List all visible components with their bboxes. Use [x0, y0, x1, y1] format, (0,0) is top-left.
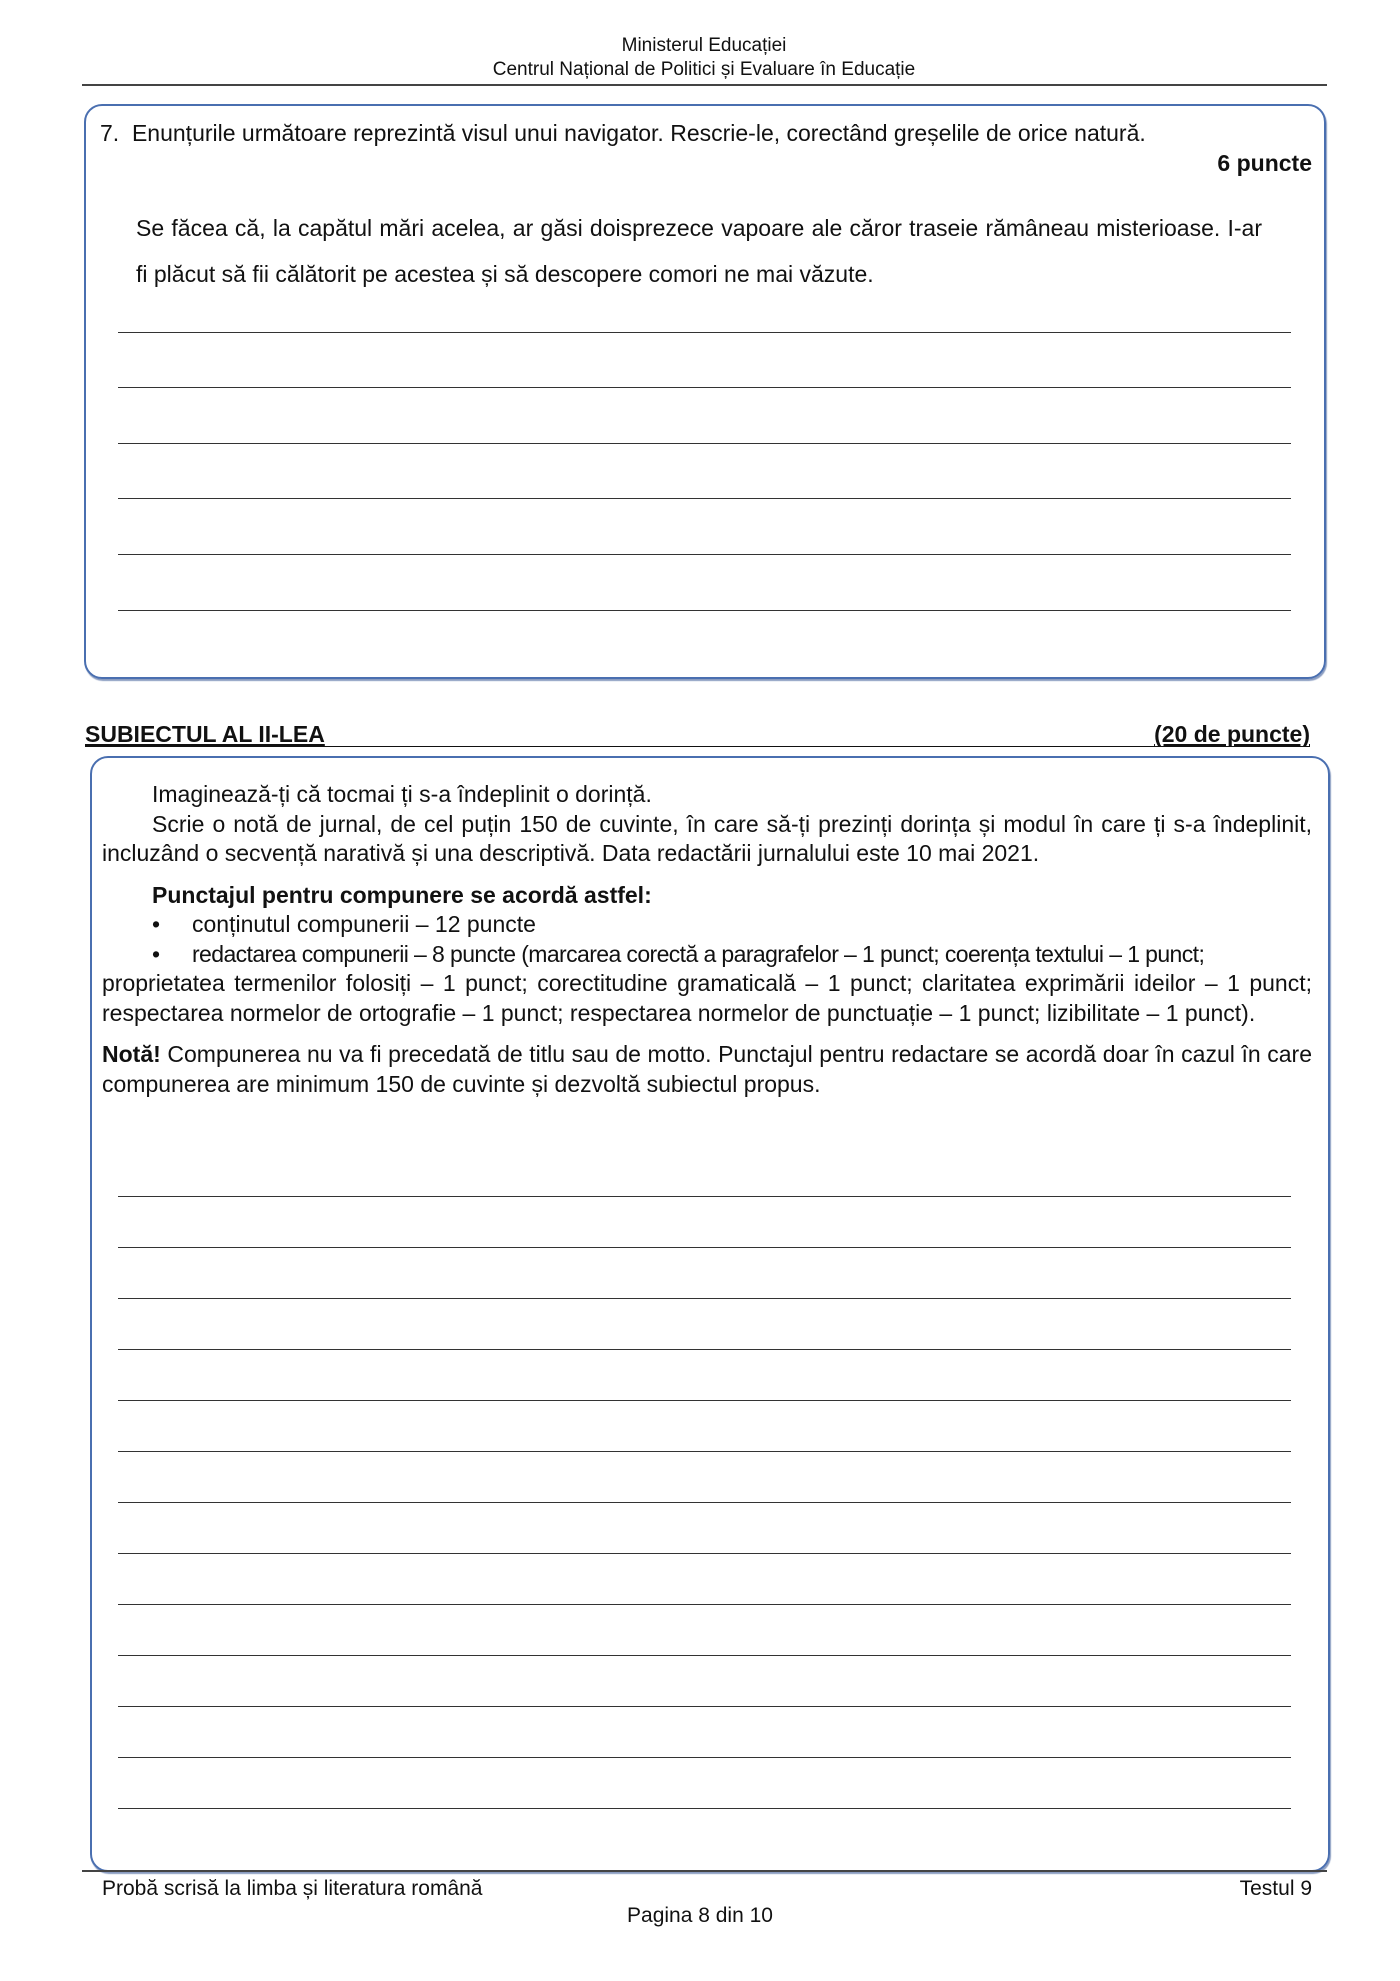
answer-line[interactable] — [118, 610, 1291, 611]
answer-line[interactable] — [118, 1502, 1291, 1503]
scoring-item — [102, 910, 1312, 940]
bullet-icon: • — [152, 911, 161, 937]
answer-line[interactable] — [118, 1553, 1291, 1554]
subject2-title: SUBIECTUL AL II-LEA — [85, 721, 325, 747]
subject2-intro: Imaginează-ți că tocmai ți s-a îndeplinit o dorință. — [152, 781, 652, 807]
answer-line[interactable] — [118, 1298, 1291, 1299]
header-divider — [82, 84, 1327, 86]
footer-page-number: Pagina 8 din 10 — [627, 1904, 773, 1927]
footer-test-number: Testul 9 — [1239, 1877, 1312, 1900]
answer-line[interactable] — [118, 443, 1291, 444]
subject2-points: (20 de puncte) — [1154, 721, 1310, 747]
answer-line[interactable] — [118, 1706, 1291, 1707]
question7-number: 7. — [100, 120, 120, 146]
question7-prompt-text: Enunțurile următoare reprezintă visul unui navigator. Rescrie-le, corectând greșelile de orice natură. — [131, 120, 1146, 146]
note-label: Notă! — [102, 1041, 161, 1067]
header-ministry: Ministerul Educației — [621, 35, 787, 56]
footer-divider — [82, 1870, 1327, 1872]
answer-line[interactable] — [118, 1349, 1291, 1350]
answer-line[interactable] — [118, 498, 1291, 499]
question7-text: Se făcea că, la capătul mări acelea, ar găsi doisprezece vapoare ale căror traseie rămâneau misterioase. I-ar fi plăcut să fii călătorit pe acestea și să descopere comori ne mai văzute. — [136, 215, 1262, 287]
question7-prompt — [100, 119, 1146, 147]
subject2-body — [102, 780, 1312, 1099]
header — [80, 34, 1328, 82]
answer-line[interactable] — [118, 1655, 1291, 1656]
answer-line[interactable] — [118, 1247, 1291, 1248]
answer-line[interactable] — [118, 1451, 1291, 1452]
subject2-divider — [85, 746, 1310, 747]
scoring-item — [102, 940, 1312, 970]
note — [102, 1040, 1312, 1099]
footer-exam-name: Probă scrisă la limba și literatura română — [102, 1877, 483, 1900]
answer-line[interactable] — [118, 1808, 1291, 1809]
question7-box — [84, 104, 1326, 679]
answer-line[interactable] — [118, 1757, 1291, 1758]
note-text: Compunerea nu va fi precedată de titlu sau de motto. Punctajul pentru redactare se acordă doar în cazul în care compunerea are minimum 150 de cuvinte și dezvoltă subiectul propus. — [102, 1041, 1312, 1097]
answer-line[interactable] — [118, 554, 1291, 555]
bullet-icon: • — [152, 940, 160, 967]
scoring-item-text: conținutul compunerii – 12 puncte — [192, 911, 536, 937]
answer-line[interactable] — [118, 387, 1291, 388]
answer-line[interactable] — [118, 1196, 1291, 1197]
question7-points: 6 puncte — [1217, 150, 1312, 176]
subject2-task: Scrie o notă de jurnal, de cel puțin 150 de cuvinte, în care să-ți prezinți dorința și modul în care ți s-a îndeplinit, incluzând o secvență narativă și una descriptivă. Data redactării jurnalului este 10 mai 2021. — [102, 810, 1312, 866]
answer-line[interactable] — [118, 1400, 1291, 1401]
scoring-item-continuation: proprietatea termenilor folosiți – 1 punct; corectitudine gramaticală – 1 punct; claritatea exprimării ideilor – 1 punct; respectarea normelor de ortografie – 1 punct; respectarea normelor de punctuație – 1 punct; lizibilitate – 1 punct). — [102, 970, 1312, 1026]
scoring-title: Punctajul pentru compunere se acordă astfel: — [152, 881, 652, 908]
answer-line[interactable] — [118, 332, 1291, 333]
scoring-item-text: redactarea compunerii – 8 puncte (marcarea corectă a paragrafelor – 1 punct; coerența textului – 1 punct; — [192, 940, 1205, 967]
header-center: Centrul Național de Politici și Evaluare în Educație — [492, 59, 916, 80]
answer-line[interactable] — [118, 1604, 1291, 1605]
